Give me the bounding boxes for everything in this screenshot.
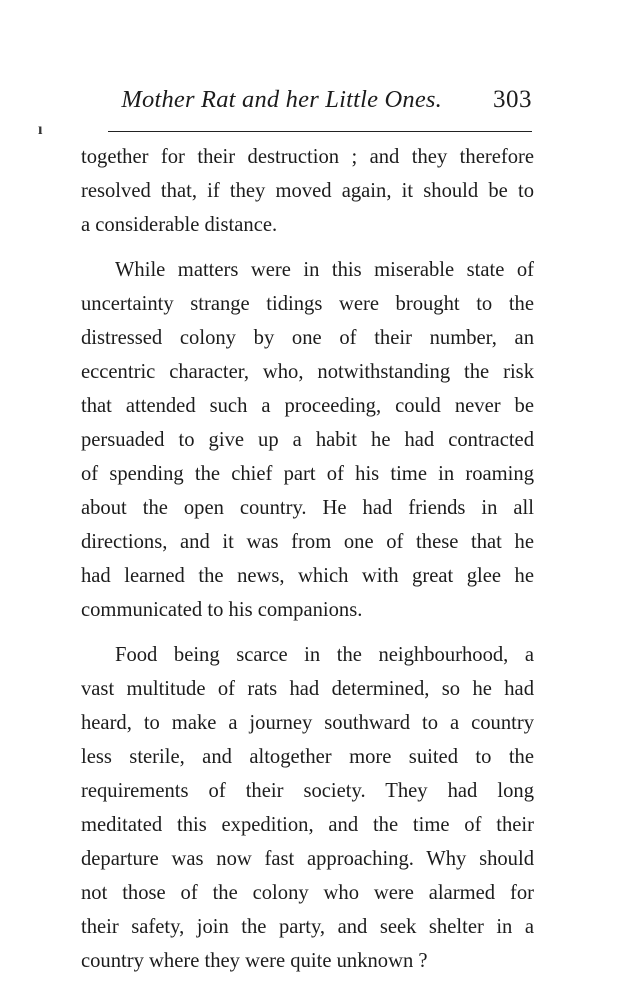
paragraph-1 bbox=[81, 140, 534, 242]
header-rule bbox=[108, 131, 532, 132]
text-line: their safety, join the party, and seek shelter in a bbox=[81, 916, 534, 938]
page-number: 303 bbox=[493, 86, 532, 113]
body-text bbox=[81, 140, 534, 978]
margin-mark: ı bbox=[38, 121, 43, 138]
paragraph-gap bbox=[81, 242, 534, 253]
text-line: together for their destruction ; and they therefore bbox=[81, 146, 534, 168]
text-line: directions, and it was from one of these that he bbox=[81, 531, 534, 553]
text-line: communicated to his companions. bbox=[81, 599, 363, 621]
text-line: requirements of their society. They had long bbox=[81, 780, 534, 802]
paragraph-3 bbox=[81, 638, 534, 978]
running-head bbox=[108, 84, 532, 118]
text-line: persuaded to give up a habit he had contracted bbox=[81, 429, 534, 451]
text-line: uncertainty strange tidings were brought to the bbox=[81, 293, 534, 315]
text-line: had learned the news, which with great glee he bbox=[81, 565, 534, 587]
text-line: about the open country. He had friends in all bbox=[81, 497, 534, 519]
text-line: heard, to make a journey southward to a country bbox=[81, 712, 534, 734]
text-line: Food being scarce in the neighbourhood, a bbox=[115, 644, 534, 666]
text-line: country where they were quite unknown ? bbox=[81, 950, 428, 972]
text-line: While matters were in this miserable state of bbox=[115, 259, 534, 281]
text-line: distressed colony by one of their number, an bbox=[81, 327, 534, 349]
text-line: meditated this expedition, and the time of their bbox=[81, 814, 534, 836]
text-line: not those of the colony who were alarmed for bbox=[81, 882, 534, 904]
paragraph-gap bbox=[81, 627, 534, 638]
text-line: eccentric character, who, notwithstanding the risk bbox=[81, 361, 534, 383]
text-line: of spending the chief part of his time in roaming bbox=[81, 463, 534, 485]
text-line: a considerable distance. bbox=[81, 214, 278, 236]
text-line: vast multitude of rats had determined, so he had bbox=[81, 678, 534, 700]
text-line: resolved that, if they moved again, it should be to bbox=[81, 180, 534, 202]
running-title: Mother Rat and her Little Ones. bbox=[121, 86, 442, 113]
text-line: that attended such a proceeding, could never be bbox=[81, 395, 534, 417]
text-line: departure was now fast approaching. Why should bbox=[81, 848, 534, 870]
paragraph-2 bbox=[81, 253, 534, 627]
text-line: less sterile, and altogether more suited to the bbox=[81, 746, 534, 768]
